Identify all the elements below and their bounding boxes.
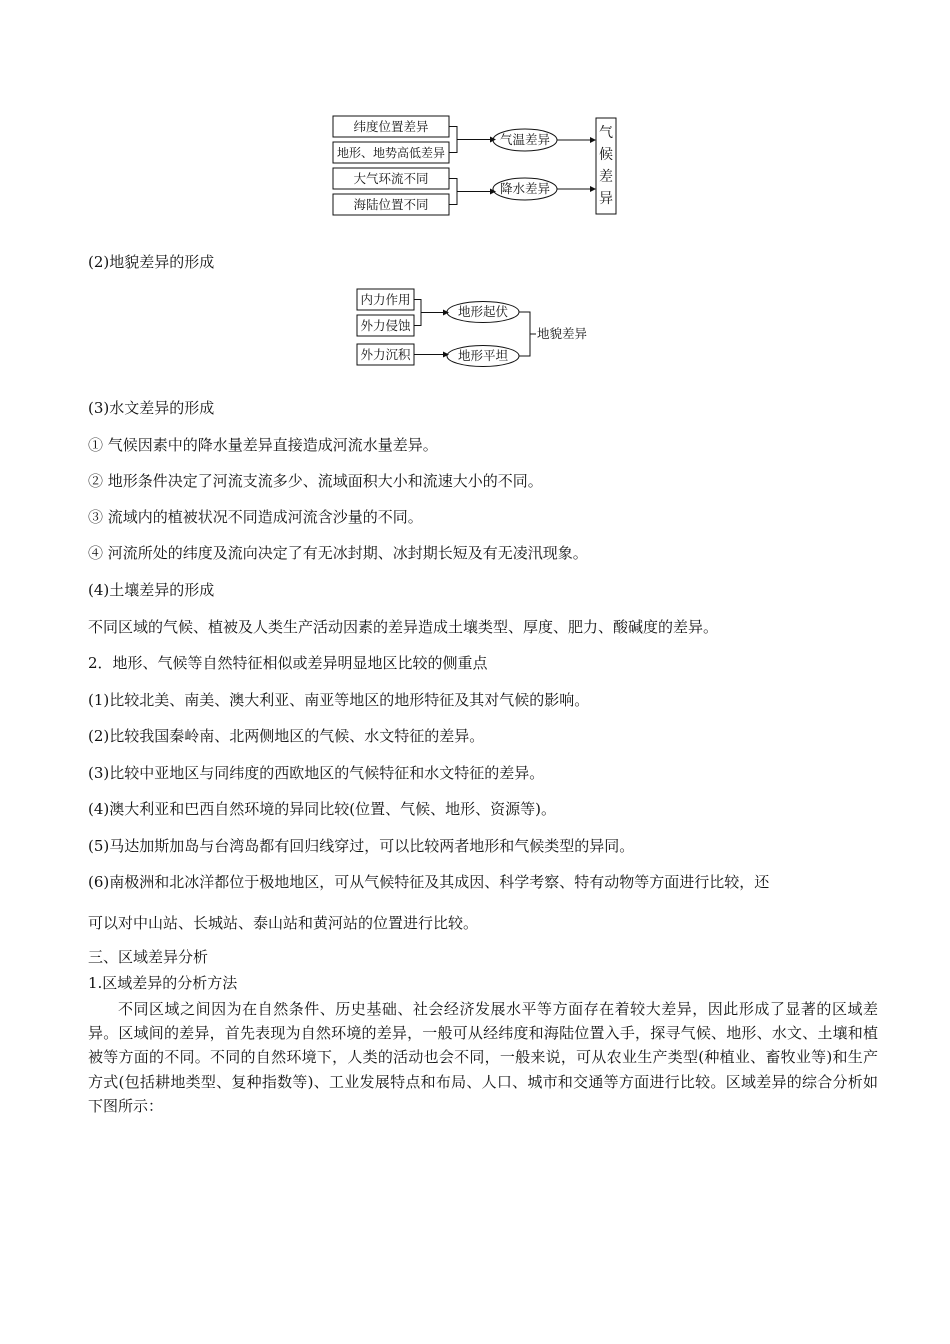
box-label: 海陆位置不同 (353, 197, 429, 212)
list-item: ① 气候因素中的降水量差异直接造成河流水量差异。 (88, 436, 438, 454)
connector-temp (449, 127, 490, 153)
list-item: ④ 河流所处的纬度及流向决定了有无冰封期、冰封期长短及有无凌汛现象。 (88, 544, 588, 562)
result-label: 地貌差异 (537, 326, 588, 341)
box-label: 外力沉积 (360, 347, 411, 362)
box-label: 外力侵蚀 (360, 318, 411, 333)
body-paragraph: 不同区域之间因为在自然条件、历史基础、社会经济发展水平等方面存在着较大差异，因此形成了显著的区域差异。区域间的差异，首先表现为自然环境的差异，一般可从经纬度和海陆位置入手，探寻气候、地形、水文、土壤和植被等方面的不同。不同的自然环境下，人类的活动也会不同，一般来说，可从农业生产类型(种植业、畜牧业等)和生产方式(包括耕地类型、复种指数等)、工业发展特点和布局、人口、城市和交通等方面进行比较。区域差异的综合分析如下图所示： (88, 1000, 878, 1115)
landform-difference-diagram (355, 286, 605, 372)
section-heading: (4)土壤差异的形成 (88, 581, 215, 599)
climate-difference-diagram (330, 112, 630, 222)
list-item: ③ 流域内的植被状况不同造成河流含沙量的不同。 (88, 508, 423, 526)
oval-label: 气温差异 (499, 132, 551, 147)
box-label: 内力作用 (360, 292, 411, 307)
result-char: 差 (599, 169, 613, 185)
connector-result (519, 312, 536, 356)
list-item: (2)比较我国秦岭南、北两侧地区的气候、水文特征的差异。 (88, 727, 485, 745)
part-heading: 三、区域差异分析 (88, 948, 209, 966)
connector-relief (414, 300, 443, 326)
result-char: 气 (599, 125, 613, 141)
box-label: 纬度位置差异 (353, 119, 429, 134)
box-label: 地形、地势高低差异 (336, 146, 446, 160)
oval-label: 降水差异 (499, 181, 551, 196)
list-item: (6)南极洲和北冰洋都位于极地地区，可从气候特征及其成因、科学考察、特有动物等方面进行比较，还 (88, 873, 770, 891)
result-char: 候 (599, 147, 613, 163)
sub-heading: 1.区域差异的分析方法 (88, 974, 238, 992)
oval-label: 地形平坦 (457, 348, 509, 363)
list-item: 可以对中山站、长城站、泰山站和黄河站的位置进行比较。 (88, 914, 479, 932)
result-char: 异 (599, 191, 613, 207)
list-item: (3)比较中亚地区与同纬度的西欧地区的气候特征和水文特征的差异。 (88, 764, 545, 782)
oval-label: 地形起伏 (457, 304, 509, 319)
list-item: ② 地形条件决定了河流支流多少、流域面积大小和流速大小的不同。 (88, 472, 543, 490)
list-item: (5)马达加斯加岛与台湾岛都有回归线穿过，可以比较两者地形和气候类型的异同。 (88, 837, 635, 855)
connector-precip (449, 179, 490, 205)
list-item: (1)比较北美、南美、澳大利亚、南亚等地区的地形特征及其对气候的影响。 (88, 691, 590, 709)
list-item: (4)澳大利亚和巴西自然环境的异同比较(位置、气候、地形、资源等)。 (88, 800, 556, 818)
body-text: 不同区域的气候、植被及人类生产活动因素的差异造成土壤类型、厚度、肥力、酸碱度的差异。 (88, 618, 719, 636)
section-heading: 2．地形、气候等自然特征相似或差异明显地区比较的侧重点 (88, 654, 488, 672)
section-heading: (3)水文差异的形成 (88, 399, 215, 417)
box-label: 大气环流不同 (353, 171, 429, 186)
section-heading: (2)地貌差异的形成 (88, 253, 215, 271)
